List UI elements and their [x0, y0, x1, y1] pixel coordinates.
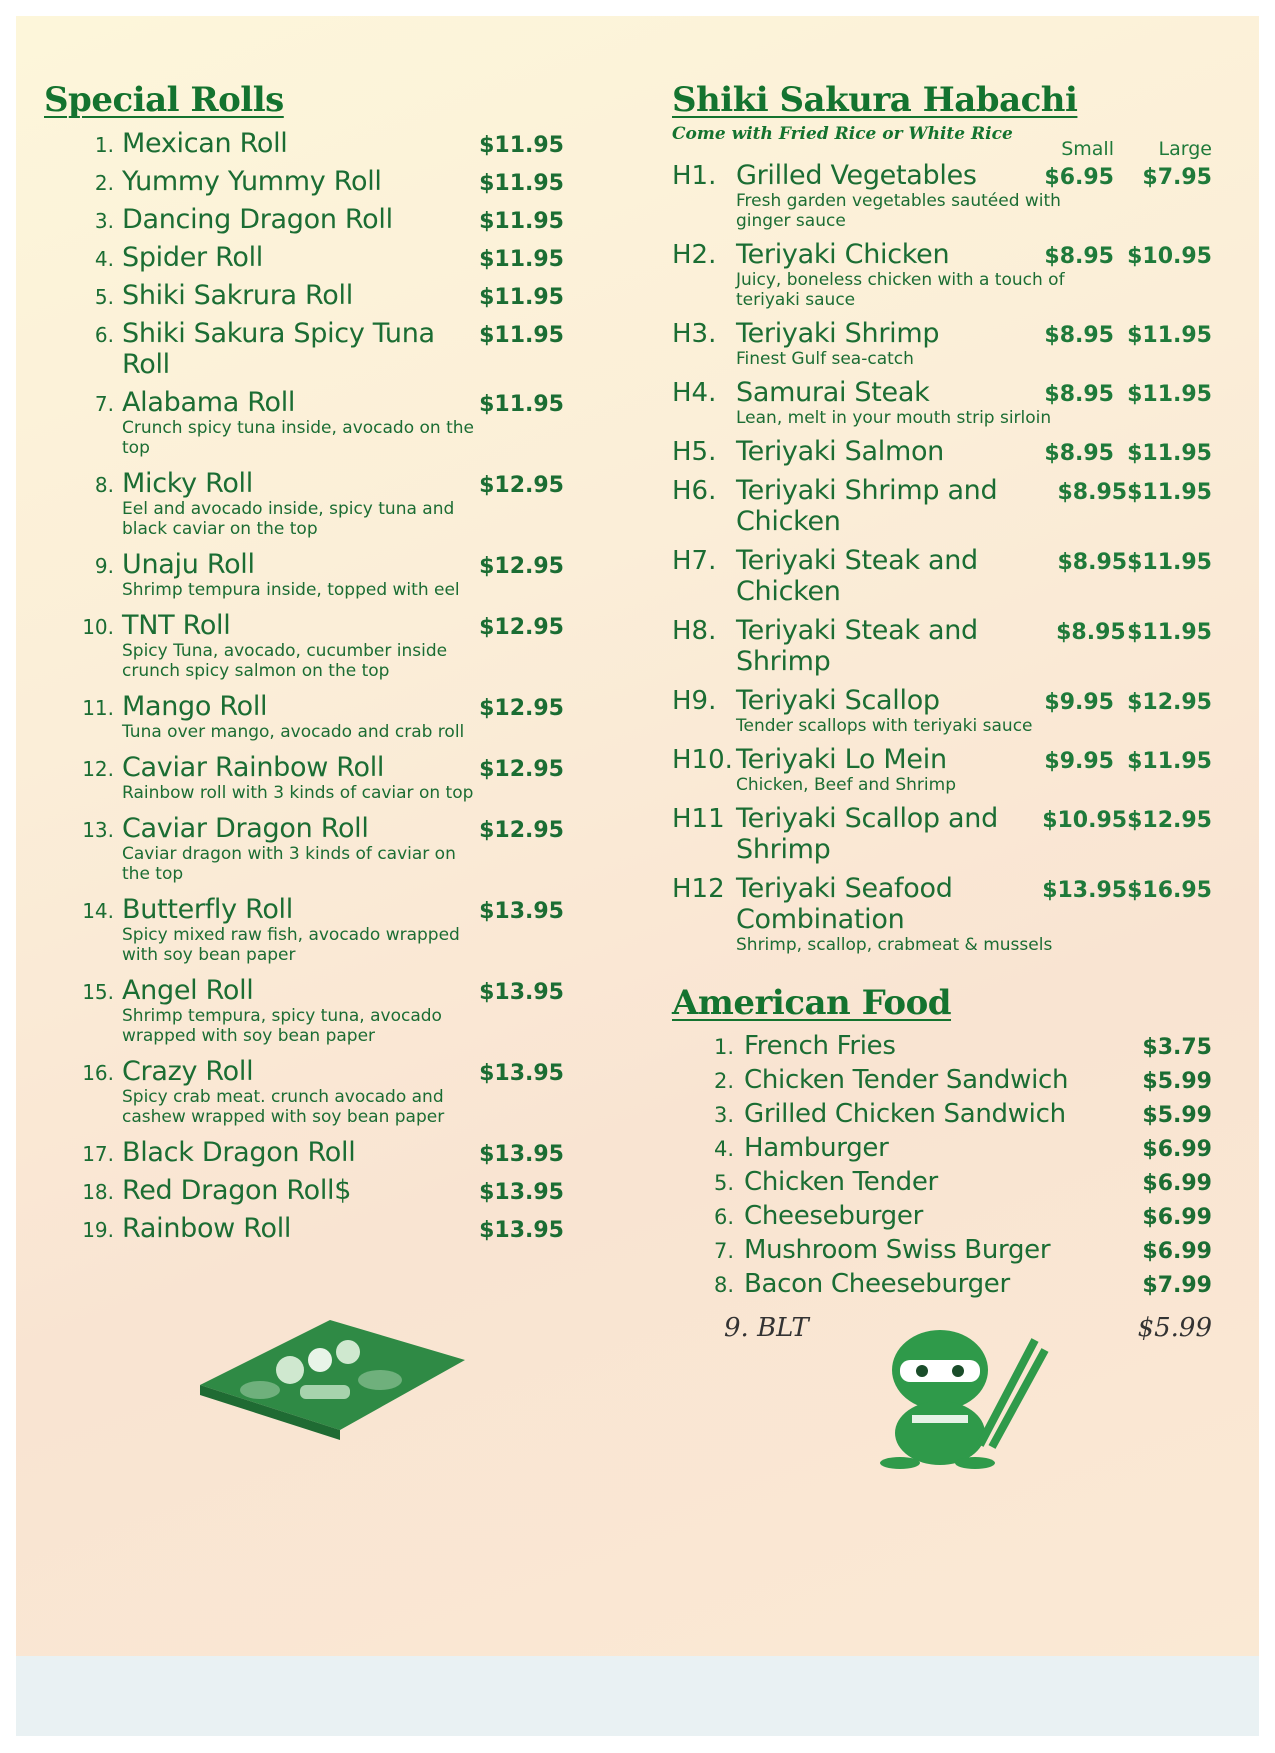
item-description: Spicy Tuna, avocado, cucumber inside crunch spicy salmon on the top [122, 641, 448, 681]
menu-item-row [44, 468, 564, 499]
menu-item-row [672, 615, 1212, 677]
menu-item-row [44, 242, 564, 273]
item-number: 6. [94, 323, 114, 347]
american-food-title: American Food [672, 983, 952, 1023]
item-name: Angel Roll [122, 975, 254, 1006]
item-name: Butterfly Roll [122, 894, 293, 925]
item-number: 2. [713, 1069, 734, 1093]
item-price-large: $10.95 [1127, 244, 1212, 269]
menu-item-row [44, 975, 564, 1006]
item-number: 4. [94, 247, 114, 271]
menu-item [672, 160, 1212, 231]
item-price: $12.95 [479, 473, 564, 498]
item-price: $12.95 [479, 615, 564, 640]
item-name: Caviar Dragon Roll [122, 813, 369, 844]
item-price-small: $8.95 [1057, 550, 1128, 575]
menu-item [672, 545, 1212, 607]
item-number: 9. [94, 554, 114, 578]
item-price: $13.95 [479, 1061, 564, 1086]
item-price-large: $11.95 [1127, 749, 1212, 774]
item-price: $11.95 [479, 171, 564, 196]
item-price: $11.95 [479, 209, 564, 234]
item-price-small: $8.95 [1044, 382, 1114, 407]
menu-item [44, 242, 564, 273]
item-number: H7. [672, 546, 717, 576]
menu-item-row [44, 204, 564, 235]
sushi-platter-illustration [180, 1290, 480, 1440]
menu-item-row [44, 1175, 564, 1206]
item-name: French Fries [744, 1031, 896, 1061]
item-description: Shrimp tempura, spicy tuna, avocado wrapped with soy bean paper [122, 1006, 442, 1046]
item-price-large: $12.95 [1127, 690, 1212, 715]
habachi-section [672, 80, 1212, 1343]
item-price: $6.99 [1142, 1205, 1212, 1230]
item-name: Teriyaki Scallop and Shrimp [736, 803, 998, 865]
habachi-list [672, 160, 1212, 955]
american-food-list [672, 1031, 1212, 1299]
menu-item-row [44, 549, 564, 580]
menu-item-row [672, 803, 1212, 865]
item-name: Hamburger [744, 1133, 889, 1163]
item-name: Yummy Yummy Roll [122, 166, 382, 197]
item-price: $12.95 [479, 757, 564, 782]
item-description: Fresh garden vegetables sautéed with ginger sauce [736, 191, 1061, 231]
item-number: 10. [82, 615, 114, 639]
menu-item [672, 685, 1212, 736]
size-small-label: Small [1061, 138, 1114, 160]
item-description: Spicy mixed raw fish, avocado wrapped with soy bean paper [122, 925, 460, 965]
menu-item-row [672, 318, 1212, 349]
item-number: 7. [713, 1239, 734, 1263]
item-description: Shrimp tempura inside, topped with eel [122, 580, 460, 600]
item-number: 18. [82, 1180, 114, 1204]
menu-item-row [672, 475, 1212, 537]
item-name: Mango Roll [122, 691, 268, 722]
item-name: Teriyaki Steak and Shrimp [736, 615, 978, 677]
menu-item [672, 873, 1212, 955]
item-price-large: $11.95 [1127, 441, 1212, 466]
menu-item [44, 280, 564, 311]
special-rolls-title: Special Rolls [44, 80, 284, 120]
item-price: $12.95 [479, 554, 564, 579]
item-number: 5. [713, 1171, 734, 1195]
item-description: Tuna over mango, avocado and crab roll [122, 722, 465, 742]
item-name: Black Dragon Roll [122, 1137, 356, 1168]
item-name: Caviar Rainbow Roll [122, 752, 385, 783]
item-number: 19. [82, 1218, 114, 1242]
item-number: 7. [94, 392, 114, 416]
item-price: $13.95 [479, 980, 564, 1005]
item-price: $11.95 [479, 323, 564, 348]
item-name: Micky Roll [122, 468, 253, 499]
item-price-large: $11.95 [1127, 480, 1212, 505]
item-price: $11.95 [479, 133, 564, 158]
item-name: Rainbow Roll [122, 1213, 292, 1244]
item-price-large: $11.95 [1127, 550, 1212, 575]
item-name: Chicken Tender [744, 1167, 938, 1197]
item-price-large: $11.95 [1127, 323, 1212, 348]
item-number: 13. [82, 818, 114, 842]
item-price: $13.95 [479, 1218, 564, 1243]
menu-item-row [44, 280, 564, 311]
menu-item [44, 691, 564, 742]
item-price: $12.95 [479, 818, 564, 843]
habachi-subtitle: Come with Fried Rice or White Rice [672, 124, 1013, 144]
item-name: Teriyaki Chicken [736, 239, 950, 270]
american-food-section [672, 983, 1212, 1343]
item-name: Unaju Roll [122, 549, 255, 580]
item-price-large: $7.95 [1142, 165, 1212, 190]
item-number: 16. [82, 1061, 114, 1085]
menu-item-row [44, 813, 564, 844]
item-name: Shiki Sakrura Roll [122, 280, 353, 311]
ninja-mascot-illustration [860, 1315, 1050, 1470]
menu-item [672, 1065, 1212, 1095]
handwritten-price: $5.99 [1137, 1313, 1212, 1343]
item-number: 3. [713, 1103, 734, 1127]
item-name: Teriyaki Seafood Combination [736, 873, 953, 935]
menu-item-row [44, 610, 564, 641]
menu-item [44, 1175, 564, 1206]
item-price-large: $16.95 [1127, 878, 1212, 903]
menu-item-row [44, 894, 564, 925]
habachi-title: Shiki Sakura Habachi [672, 80, 1078, 120]
menu-item-row [44, 1137, 564, 1168]
item-name: Chicken Tender Sandwich [744, 1065, 1069, 1095]
item-price: $5.99 [1142, 1103, 1212, 1128]
item-price-small: $9.95 [1044, 690, 1114, 715]
menu-item-row [44, 166, 564, 197]
item-name: Teriyaki Scallop [736, 685, 940, 716]
item-price: $12.95 [479, 696, 564, 721]
item-price: $6.99 [1142, 1171, 1212, 1196]
menu-item-row [44, 128, 564, 159]
item-number: H5. [672, 437, 717, 467]
item-number: 1. [94, 133, 114, 157]
menu-item [44, 166, 564, 197]
item-name: Shiki Sakura Spicy Tuna Roll [122, 318, 435, 380]
item-number: 14. [82, 899, 114, 923]
menu-item [672, 377, 1212, 428]
item-number: 3. [94, 209, 114, 233]
menu-item [44, 1137, 564, 1168]
menu-item [672, 1167, 1212, 1197]
item-price-large: $12.95 [1127, 808, 1212, 833]
item-name: TNT Roll [122, 610, 231, 641]
menu-item [44, 813, 564, 884]
item-description: Spicy crab meat. crunch avocado and cashew wrapped with soy bean paper [122, 1087, 445, 1127]
item-number: 1. [713, 1035, 734, 1059]
item-price: $13.95 [479, 1142, 564, 1167]
item-name: Bacon Cheeseburger [744, 1269, 1010, 1299]
menu-item [672, 615, 1212, 677]
menu-item-row [44, 1056, 564, 1087]
item-name: Spider Roll [122, 242, 263, 273]
menu-item [44, 204, 564, 235]
menu-item [672, 436, 1212, 467]
item-price-small: $8.95 [1057, 480, 1128, 505]
item-price-small: $9.95 [1044, 749, 1114, 774]
item-number: 17. [82, 1142, 114, 1166]
item-description: Juicy, boneless chicken with a touch of teriyaki sauce [736, 270, 1065, 310]
menu-item [672, 1269, 1212, 1299]
item-name: Alabama Roll [122, 387, 296, 418]
item-name: Mexican Roll [122, 128, 288, 159]
item-number: H12 [672, 874, 725, 904]
item-number: H10. [672, 745, 733, 775]
item-price-small: $6.95 [1044, 165, 1114, 190]
item-number: 5. [94, 285, 114, 309]
menu-item [672, 1235, 1212, 1265]
menu-item-row [44, 1213, 564, 1244]
menu-item [672, 803, 1212, 865]
item-price: $13.95 [479, 1180, 564, 1205]
menu-item [672, 475, 1212, 537]
item-price: $5.99 [1142, 1069, 1212, 1094]
menu-item-row [672, 744, 1212, 775]
menu-item-row [672, 239, 1212, 270]
menu-item [672, 744, 1212, 795]
item-name: Red Dragon Roll$ [122, 1175, 352, 1206]
item-name: Samurai Steak [736, 377, 930, 408]
item-name: Dancing Dragon Roll [122, 204, 393, 235]
menu-item-row [44, 318, 564, 380]
menu-item-row [44, 691, 564, 722]
item-number: H8. [672, 616, 717, 646]
item-price-large: $11.95 [1127, 382, 1212, 407]
item-number: 2. [94, 171, 114, 195]
item-price: $6.99 [1142, 1137, 1212, 1162]
size-large-label: Large [1158, 138, 1212, 160]
menu-item [44, 318, 564, 380]
item-number: H4. [672, 378, 717, 408]
item-number: H2. [672, 240, 717, 270]
menu-item [44, 610, 564, 681]
item-price-large: $11.95 [1127, 620, 1212, 645]
item-name: Teriyaki Steak and Chicken [736, 545, 978, 607]
handwritten-item: 9. BLT [724, 1313, 809, 1343]
item-number: H3. [672, 319, 717, 349]
item-number: 11. [82, 696, 114, 720]
menu-item [672, 239, 1212, 310]
item-price-small: $13.95 [1042, 878, 1128, 903]
item-name: Teriyaki Lo Mein [736, 744, 947, 775]
item-number: H6. [672, 476, 717, 506]
item-price-small: $8.95 [1044, 323, 1114, 348]
item-price-small: $8.95 [1056, 620, 1126, 645]
menu-item-row [672, 160, 1212, 191]
menu-item [672, 1133, 1212, 1163]
item-number: 12. [82, 757, 114, 781]
menu-item [672, 1099, 1212, 1129]
item-name: Teriyaki Shrimp and Chicken [736, 475, 998, 537]
scan-margin [16, 1656, 1259, 1736]
item-description: Tender scallops with teriyaki sauce [736, 716, 1033, 736]
item-description: Finest Gulf sea-catch [736, 349, 914, 369]
item-name: Grilled Vegetables [736, 160, 977, 191]
item-name: Grilled Chicken Sandwich [744, 1099, 1066, 1129]
item-name: Cheeseburger [744, 1201, 923, 1231]
item-price: $6.99 [1142, 1239, 1212, 1264]
menu-item-row [44, 752, 564, 783]
menu-item [672, 1201, 1212, 1231]
item-price-small: $10.95 [1042, 808, 1128, 833]
item-price: $13.95 [479, 899, 564, 924]
menu-item [44, 975, 564, 1046]
item-description: Eel and avocado inside, spicy tuna and black caviar on the top [122, 499, 455, 539]
menu-item-row [44, 387, 564, 418]
item-price: $3.75 [1142, 1035, 1212, 1060]
special-rolls-list [44, 128, 564, 1244]
menu-item [44, 128, 564, 159]
item-price-small: $8.95 [1044, 244, 1114, 269]
item-description: Shrimp, scallop, crabmeat & mussels [736, 935, 1053, 955]
item-number: 4. [713, 1137, 734, 1161]
item-number: H9. [672, 686, 717, 716]
item-description: Lean, melt in your mouth strip sirloin [736, 408, 1052, 428]
menu-item-row [672, 436, 1212, 467]
item-name: Teriyaki Salmon [736, 436, 944, 467]
item-price-small: $8.95 [1044, 441, 1114, 466]
item-price: $11.95 [479, 285, 564, 310]
menu-item-row [672, 685, 1212, 716]
menu-item [44, 894, 564, 965]
special-rolls-section [44, 80, 564, 1251]
menu-item [672, 1031, 1212, 1061]
item-name: Crazy Roll [122, 1056, 254, 1087]
item-name: Mushroom Swiss Burger [744, 1235, 1051, 1265]
item-description: Chicken, Beef and Shrimp [736, 775, 956, 795]
menu-item-row [672, 545, 1212, 607]
item-description: Crunch spicy tuna inside, avocado on the top [122, 418, 475, 458]
item-number: H1. [672, 161, 717, 191]
menu-item-row [672, 873, 1212, 935]
menu-item [44, 387, 564, 458]
item-number: 6. [713, 1205, 734, 1229]
menu-item [44, 549, 564, 600]
item-price: $7.99 [1142, 1273, 1212, 1298]
item-description: Rainbow roll with 3 kinds of caviar on top [122, 783, 474, 803]
menu-item [44, 1213, 564, 1244]
item-description: Caviar dragon with 3 kinds of caviar on the top [122, 844, 456, 884]
item-number: 8. [94, 473, 114, 497]
item-price: $11.95 [479, 392, 564, 417]
item-number: H11 [672, 804, 725, 834]
menu-item [44, 468, 564, 539]
item-name: Teriyaki Shrimp [736, 318, 940, 349]
menu-item [44, 752, 564, 803]
item-price: $11.95 [479, 247, 564, 272]
menu-item-row [672, 377, 1212, 408]
menu-item [672, 318, 1212, 369]
item-number: 15. [82, 980, 114, 1004]
item-number: 8. [713, 1273, 734, 1297]
menu-item [44, 1056, 564, 1127]
